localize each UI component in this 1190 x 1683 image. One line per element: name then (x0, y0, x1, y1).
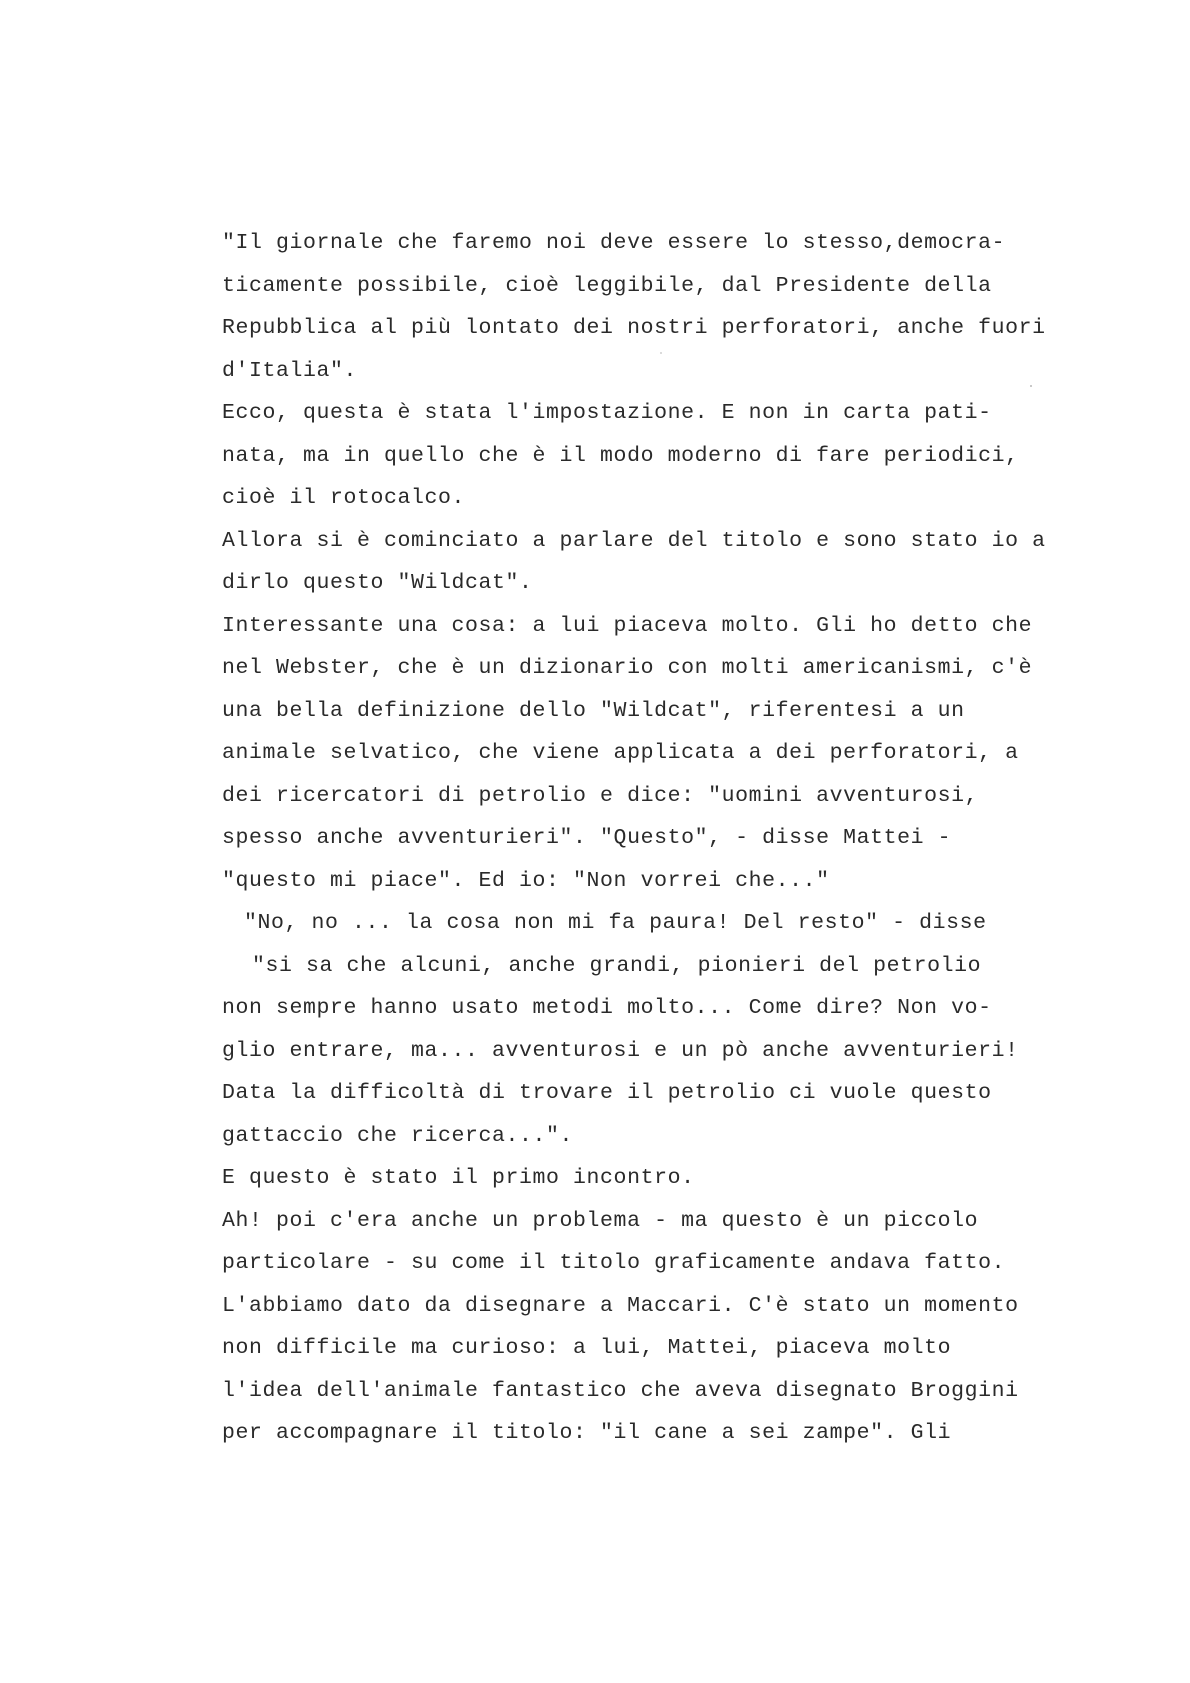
text-line: spesso anche avventurieri". "Questo", - disse Mattei - (222, 826, 952, 850)
text-line: "No, no ... la cosa non mi fa paura! Del resto" - disse (244, 911, 987, 935)
text-line: dirlo questo "Wildcat". (222, 571, 533, 595)
text-line: Repubblica al più lontato dei nostri perforatori, anche fuori (222, 316, 1046, 340)
text-line: glio entrare, ma... avventurosi e un pò anche avventurieri! (222, 1038, 1019, 1063)
text-line: Data la difficoltà di trovare il petrolio ci vuole questo (222, 1081, 992, 1105)
text-line: dei ricercatori di petrolio e dice: "uomini avventurosi, (222, 783, 979, 808)
text-line: l'idea dell'animale fantastico che aveva disegnato Broggini (222, 1378, 1019, 1403)
text-line: nel Webster, che è un dizionario con molti americanismi, c'è (222, 656, 1033, 680)
text-line: particolare - su come il titolo graficamente andava fatto. (222, 1251, 1006, 1275)
text-line: non sempre hanno usato metodi molto... Come dire? Non vo- (222, 996, 992, 1020)
text-line: Ah! poi c'era anche un problema - ma questo è un piccolo (222, 1208, 979, 1233)
text-line: ticamente possibile, cioè leggibile, dal Presidente della (222, 273, 992, 298)
typewritten-text (222, 222, 1082, 1455)
text-line: animale selvatico, che viene applicata a dei perforatori, a (222, 741, 1019, 765)
text-line: Allora si è cominciato a parlare del titolo e sono stato io a (222, 528, 1046, 553)
text-line: cioè il rotocalco. (222, 486, 466, 510)
text-line: Interessante una cosa: a lui piaceva molto. Gli ho detto che (222, 613, 1033, 638)
text-line: per accompagnare il titolo: "il cane a sei zampe". Gli (222, 1421, 952, 1445)
text-line: E questo è stato il primo incontro. (222, 1166, 695, 1190)
text-line: non difficile ma curioso: a lui, Mattei, piaceva molto (222, 1336, 952, 1360)
text-line: gattaccio che ricerca...". (222, 1123, 574, 1148)
text-line: Ecco, questa è stata l'impostazione. E non in carta pati- (222, 401, 992, 425)
text-line: nata, ma in quello che è il modo moderno di fare periodici, (222, 443, 1019, 468)
text-line: una bella definizione dello "Wildcat", riferentesi a un (222, 698, 965, 723)
text-line: "questo mi piace". Ed io: "Non vorrei che..." (222, 868, 830, 893)
text-line: d'Italia". (222, 358, 358, 383)
text-line: "Il giornale che faremo noi deve essere lo stesso,democra- (222, 231, 1006, 255)
text-line: "si sa che alcuni, anche grandi, pionieri del petrolio (252, 953, 982, 978)
text-line: L'abbiamo dato da disegnare a Maccari. C'è stato un momento (222, 1293, 1019, 1318)
